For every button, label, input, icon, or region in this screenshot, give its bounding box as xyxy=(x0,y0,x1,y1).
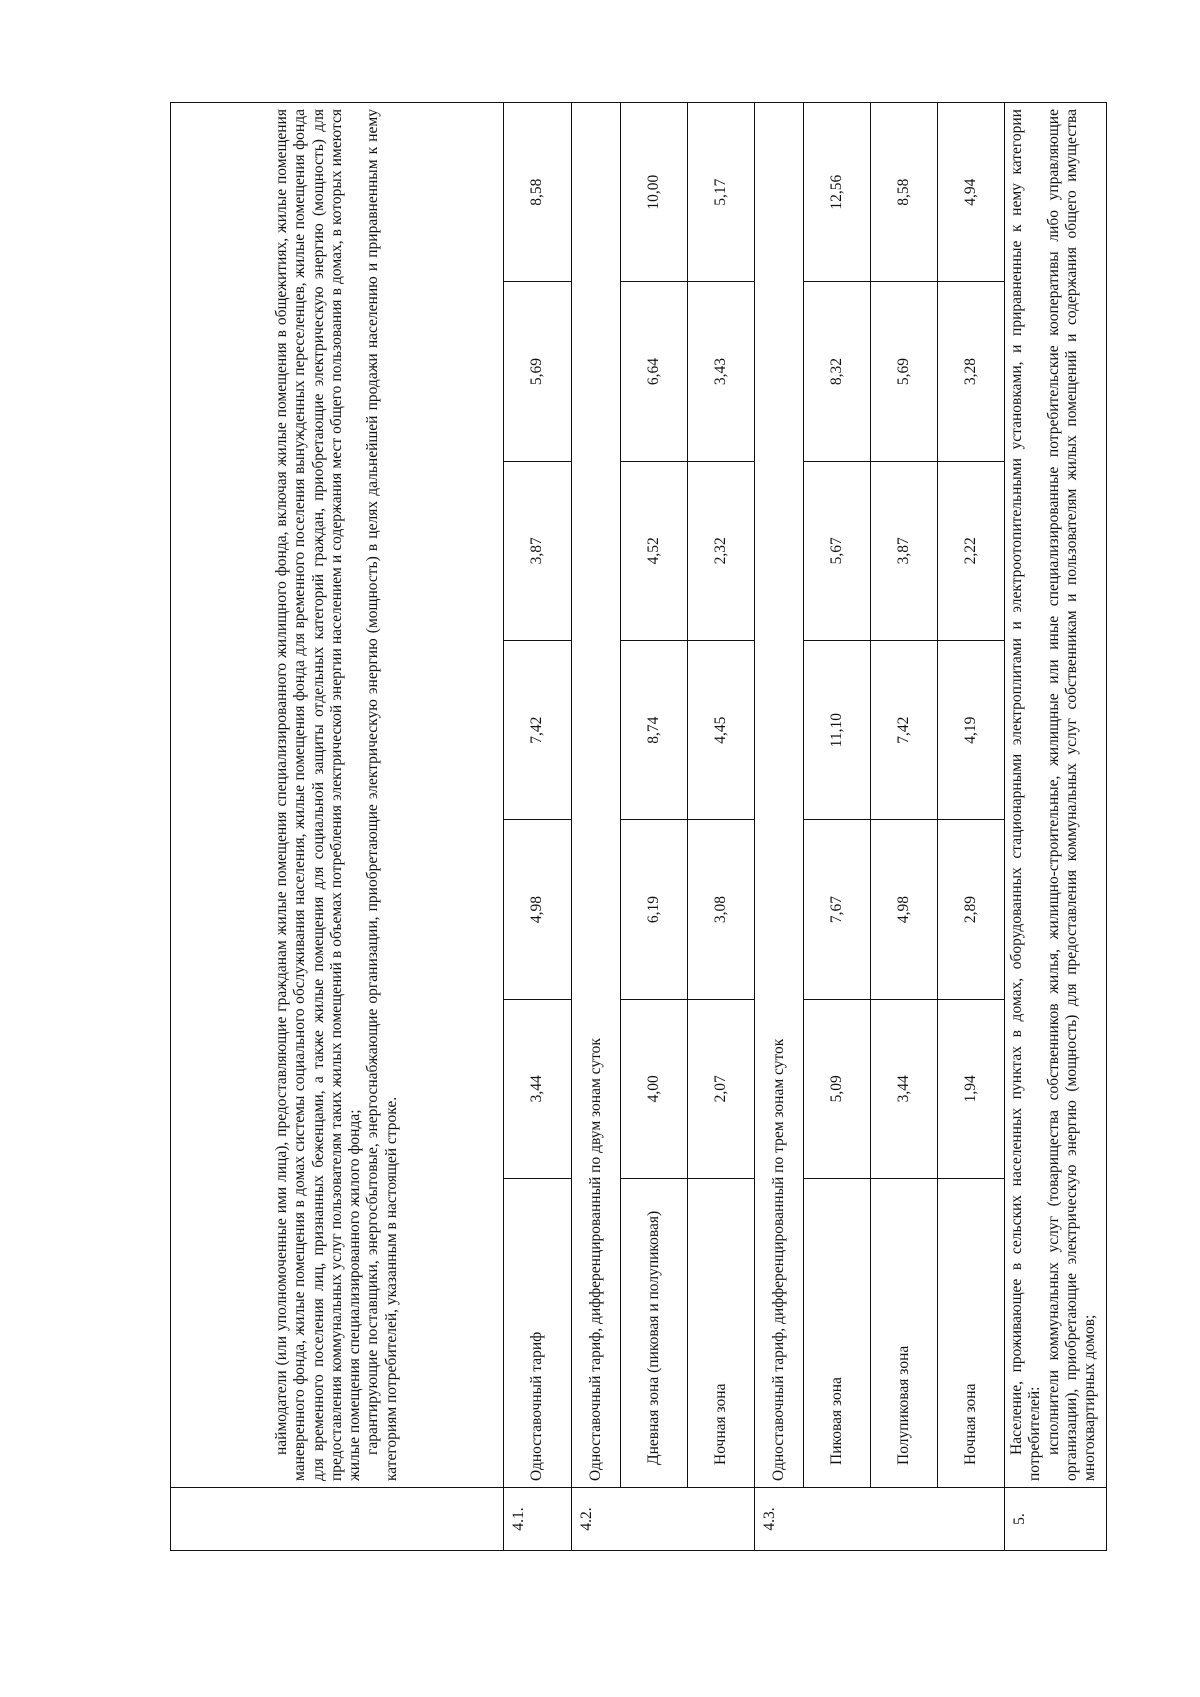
tariff-value: 4,19 xyxy=(938,641,1005,820)
tariff-name: Ночная зона xyxy=(688,1179,755,1488)
tariff-value: 7,67 xyxy=(804,820,871,999)
row-number: 4.1. xyxy=(504,1488,572,1551)
tariff-value: 2,89 xyxy=(938,820,1005,999)
tariff-value: 10,00 xyxy=(621,103,688,282)
tariff-value: 12,56 xyxy=(804,103,871,282)
consumer-description-cell xyxy=(1005,103,1107,1488)
tariff-value: 8,58 xyxy=(504,103,572,282)
tariff-value: 4,52 xyxy=(621,461,688,640)
tariff-table xyxy=(170,102,1107,1551)
table-row xyxy=(755,103,804,1551)
tariff-value: 3,28 xyxy=(938,282,1005,461)
tariff-value: 4,45 xyxy=(688,641,755,820)
tariff-value: 5,09 xyxy=(804,999,871,1178)
tariff-value: 7,42 xyxy=(504,641,572,820)
tariff-name: Одноставочный тариф xyxy=(504,1179,572,1488)
tariff-value: 8,58 xyxy=(871,103,938,282)
tariff-value: 5,67 xyxy=(804,461,871,640)
tariff-value: 11,10 xyxy=(804,641,871,820)
table-row xyxy=(621,103,688,1551)
table-row xyxy=(871,103,938,1551)
description-paragraph: гарантирующие поставщики, энергосбытовые, энергоснабжающие организации, приобретающие электрическую энергию (мощность) в целях дальнейшей продажи населению и приравненным к нему категориям потребителей, указанным в настоящей строке. xyxy=(364,109,400,1481)
description-paragraph: исполнители коммунальных услуг (товарищества собственников жилья, жилищно-строительные, жилищные или иные специализированные потребительские кооперативы либо управляющие организации), приобретающие электрическую энергию (мощность) для предоставления коммунальных услуг собственникам и пользователям жилых помещений и содержания общего имущества многоквартирных домов; xyxy=(1044,109,1099,1481)
tariff-value: 5,69 xyxy=(504,282,572,461)
tariff-value: 7,42 xyxy=(871,641,938,820)
table-row xyxy=(938,103,1005,1551)
row-number-cell xyxy=(171,1488,504,1551)
tariff-value: 3,44 xyxy=(504,999,572,1178)
tariff-name: Дневная зона (пиковая и полупиковая) xyxy=(621,1179,688,1488)
tariff-value: 6,64 xyxy=(621,282,688,461)
tariff-value: 3,43 xyxy=(688,282,755,461)
section-title: Одноставочный тариф, дифференцированный по трем зонам суток xyxy=(755,103,804,1488)
consumer-description-cell xyxy=(171,103,504,1488)
tariff-value: 2,22 xyxy=(938,461,1005,640)
tariff-value: 3,87 xyxy=(871,461,938,640)
rotated-page xyxy=(170,103,1099,1551)
tariff-value: 2,32 xyxy=(688,461,755,640)
tariff-value: 5,17 xyxy=(688,103,755,282)
description-paragraph: Население, проживающее в сельских населенных пунктах в домах, оборудованных стационарными электроплитами и электроотопительными установками, и приравненные к нему категории потребителей: xyxy=(1008,109,1044,1481)
tariff-name: Пиковая зона xyxy=(804,1179,871,1488)
tariff-value: 4,98 xyxy=(871,820,938,999)
table-row xyxy=(171,103,504,1551)
tariff-value: 2,07 xyxy=(688,999,755,1178)
table-row xyxy=(572,103,621,1551)
tariff-value: 6,19 xyxy=(621,820,688,999)
tariff-name: Полупиковая зона xyxy=(871,1179,938,1488)
tariff-value: 4,94 xyxy=(938,103,1005,282)
tariff-value: 4,00 xyxy=(621,999,688,1178)
tariff-value: 3,44 xyxy=(871,999,938,1178)
tariff-value: 3,87 xyxy=(504,461,572,640)
tariff-value: 8,74 xyxy=(621,641,688,820)
tariff-value: 5,69 xyxy=(871,282,938,461)
description-paragraph: наймодатели (или уполномоченные ими лица), предоставляющие гражданам жилые помещения специализированного жилищного фонда, включая жилые помещения в общежитиях, жилые помещения маневренного фонда, жилые помещения в домах системы социального обслуживания населения, жилые помещения фонда для временного поселения вынужденных переселенцев, жилые помещения фонда для временного поселения лиц, признанных беженцами, а также жилые помещения для социальной защиты отдельных категорий граждан, приобретающие электрическую энергию (мощность) для предоставления коммунальных услуг пользователям таких жилых помещений в объемах потребления электрической энергии населением и содержания мест общего пользования в домах, в которых имеются жилые помещения специализированного жилого фонда; xyxy=(273,109,364,1481)
tariff-value: 4,98 xyxy=(504,820,572,999)
table-row xyxy=(688,103,755,1551)
row-number: 4.2. xyxy=(572,1488,755,1551)
table-row xyxy=(504,103,572,1551)
row-number: 4.3. xyxy=(755,1488,1005,1551)
tariff-name: Ночная зона xyxy=(938,1179,1005,1488)
tariff-value: 3,08 xyxy=(688,820,755,999)
tariff-value: 8,32 xyxy=(804,282,871,461)
table-row xyxy=(804,103,871,1551)
table-row xyxy=(1005,103,1107,1551)
section-title: Одноставочный тариф, дифференцированный по двум зонам суток xyxy=(572,103,621,1488)
tariff-value: 1,94 xyxy=(938,999,1005,1178)
row-number: 5. xyxy=(1005,1488,1107,1551)
